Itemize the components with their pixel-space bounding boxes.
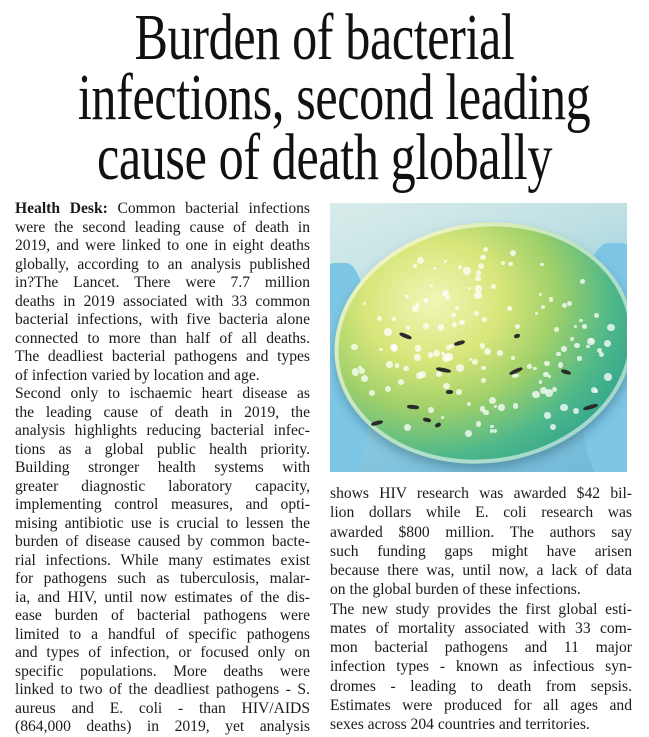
colony-dot: [478, 263, 484, 269]
text-line: sexes across 204 countries and territories.: [330, 716, 590, 733]
colony-dot: [539, 380, 543, 384]
colony-dot: [481, 366, 486, 371]
colony-dot: [359, 368, 365, 374]
text-line: ia, and HIV, until now estimates of the dis-: [15, 588, 310, 606]
text-line: lion dollars while E. coli research was: [330, 504, 632, 522]
colony-dot: [414, 354, 421, 361]
text-line: ease burden of bacterial pathogens were: [15, 607, 310, 624]
colony-dot: [570, 337, 574, 341]
colony-dot: [561, 346, 567, 352]
colony-dot: [533, 367, 537, 371]
colony-dot: [508, 262, 512, 266]
colony-dot: [562, 303, 567, 308]
text-line: bacterial infections, with five bacteria alone: [15, 311, 310, 328]
headline-line-3: cause of death globally: [96, 121, 553, 194]
text-line: implementing control measures, and opti-: [15, 496, 310, 513]
text-line: infection types - known as infectious syn-: [330, 658, 632, 676]
colony-dot: [451, 313, 455, 317]
colony-dot: [550, 424, 556, 430]
text-line: Estimates were produced for all ages and: [330, 696, 632, 714]
colony-dot: [580, 279, 585, 284]
text-line: deaths in 2019 associated with 33 common: [15, 292, 310, 310]
colony-dot: [607, 324, 614, 331]
colony-dot: [586, 345, 589, 348]
colony-dot: [480, 255, 486, 261]
colony-dot: [508, 306, 513, 311]
colony-dot: [415, 345, 421, 351]
dark-colony: [446, 390, 453, 394]
colony-dot: [544, 361, 549, 366]
colony-dot: [489, 397, 496, 404]
text-line: limited to a handful of specific pathogens: [15, 625, 310, 643]
colony-dot: [604, 373, 612, 381]
colony-dot: [494, 405, 497, 408]
colony-dot: [480, 343, 485, 348]
text-line: 2019, and were linked to one in eight deaths: [15, 237, 310, 254]
text-line: were the second leading cause of death in: [15, 218, 310, 236]
colony-dot: [377, 316, 382, 321]
colony-dot: [532, 391, 540, 399]
text-line: specific populations. More deaths were: [15, 662, 310, 680]
colony-dot: [579, 319, 583, 323]
text-line: and types of infection, or focused only on: [15, 644, 310, 661]
colony-dot: [442, 290, 449, 297]
colony-dot: [560, 404, 567, 411]
colony-dot: [406, 326, 410, 330]
colony-dot: [549, 297, 553, 301]
colony-dot: [395, 363, 399, 367]
text-line: rial infections. While many estimates exist: [15, 551, 310, 569]
text-line: for pathogens such as tuberculosis, malar-: [15, 570, 310, 587]
colony-dot: [558, 362, 563, 367]
colony-dot: [405, 295, 408, 298]
dark-colony: [407, 404, 419, 409]
text-line: mates of mortality associated with 33 com-: [330, 619, 632, 637]
colony-dot: [480, 406, 486, 412]
text-line: The new study provides the first global esti-: [330, 600, 632, 618]
text-line: because there was, until now, a lack of data: [330, 562, 632, 579]
colony-dot: [475, 276, 481, 282]
colony-dot: [577, 356, 581, 360]
headline-line-2: infections, second leading: [77, 61, 591, 134]
colony-dot: [463, 267, 471, 275]
colony-dot: [404, 424, 411, 431]
text-line: the leading cause of death in 2019, the: [15, 403, 310, 421]
text-line: awarded $800 million. The authors say: [330, 523, 632, 541]
colony-dot: [481, 378, 486, 383]
kicker: Health Desk:: [15, 200, 108, 217]
colony-dot: [497, 350, 503, 356]
text-line: of infection varied by location and age.: [15, 366, 260, 384]
text-line: in?The Lancet. There were 7.7 million: [15, 274, 310, 291]
text-line: shows HIV research was awarded $42 bil-: [330, 485, 632, 502]
text-line: aureus and E. coli - than HIV/AIDS: [15, 699, 310, 717]
text-line: mising antibiotic use is crucial to lessen the: [15, 514, 310, 532]
colony-dot: [403, 366, 409, 372]
colony-dot: [361, 375, 368, 382]
colony-dot: [582, 324, 587, 329]
colony-dot: [493, 429, 498, 434]
text-line: greater diagnostic laboratory capacity,: [15, 477, 310, 495]
colony-dot: [384, 328, 392, 336]
text-line: globally, according to an analysis published: [15, 255, 310, 273]
text-line: analysis highlights reducing bacterial infec-: [15, 422, 310, 439]
text-line: on the global burden of these infections.: [330, 581, 581, 599]
colony-dot: [567, 301, 572, 306]
colony-dot: [433, 267, 436, 270]
colony-dot: [556, 352, 561, 357]
colony-dot: [416, 303, 419, 306]
colony-dot: [484, 348, 491, 355]
text-line: connected to more than half of all deaths.: [15, 329, 310, 347]
colony-dot: [456, 364, 463, 371]
colony-dot: [482, 317, 487, 322]
colony-dot: [604, 340, 611, 347]
text-line: such funding gaps might have arisen: [330, 542, 632, 560]
text-line: tions as a global public health priority.: [15, 440, 310, 458]
colony-dot: [511, 356, 515, 360]
text-line: [15, 200, 310, 219]
colony-dot: [416, 372, 423, 379]
text-line: (864,000 deaths) in 2019, yet analysis: [15, 718, 310, 735]
headline-line-1: Burden of bacterial: [134, 1, 515, 74]
colony-dot: [352, 368, 359, 375]
colony-dot: [446, 345, 451, 350]
text-line: The deadliest bacterial pathogens and types: [15, 348, 310, 365]
colony-dot: [544, 412, 550, 418]
colony-dot: [574, 325, 577, 328]
text-line: Building stronger health systems with: [15, 459, 310, 476]
headline: [0, 1, 649, 194]
colony-dot: [351, 344, 357, 350]
colony-dot: [475, 285, 483, 293]
text-line-body: Common bacterial infections: [117, 200, 311, 217]
colony-dot: [498, 404, 504, 410]
colony-dot: [379, 348, 383, 352]
colony-dot: [369, 390, 375, 396]
colony-dot: [510, 250, 516, 256]
text-line: mon bacterial pathogens and 11 major: [330, 639, 632, 656]
petri-dish-photo: [330, 203, 627, 472]
text-line: linked to two of the deadliest pathogens - S.: [15, 681, 310, 698]
article-right-column: [330, 484, 632, 734]
article-left-column: [15, 200, 310, 737]
text-line: burden of disease caused by common bacte-: [15, 533, 310, 550]
colony-dot: [433, 350, 440, 357]
text-line: Second only to ischaemic heart disease as: [15, 385, 310, 402]
colony-dot: [390, 344, 396, 350]
colony-dot: [574, 343, 579, 348]
colony-dot: [513, 403, 519, 409]
text-line: dromes - leading to death from sepsis.: [330, 677, 632, 695]
colony-dot: [456, 389, 462, 395]
colony-dot: [428, 352, 433, 357]
